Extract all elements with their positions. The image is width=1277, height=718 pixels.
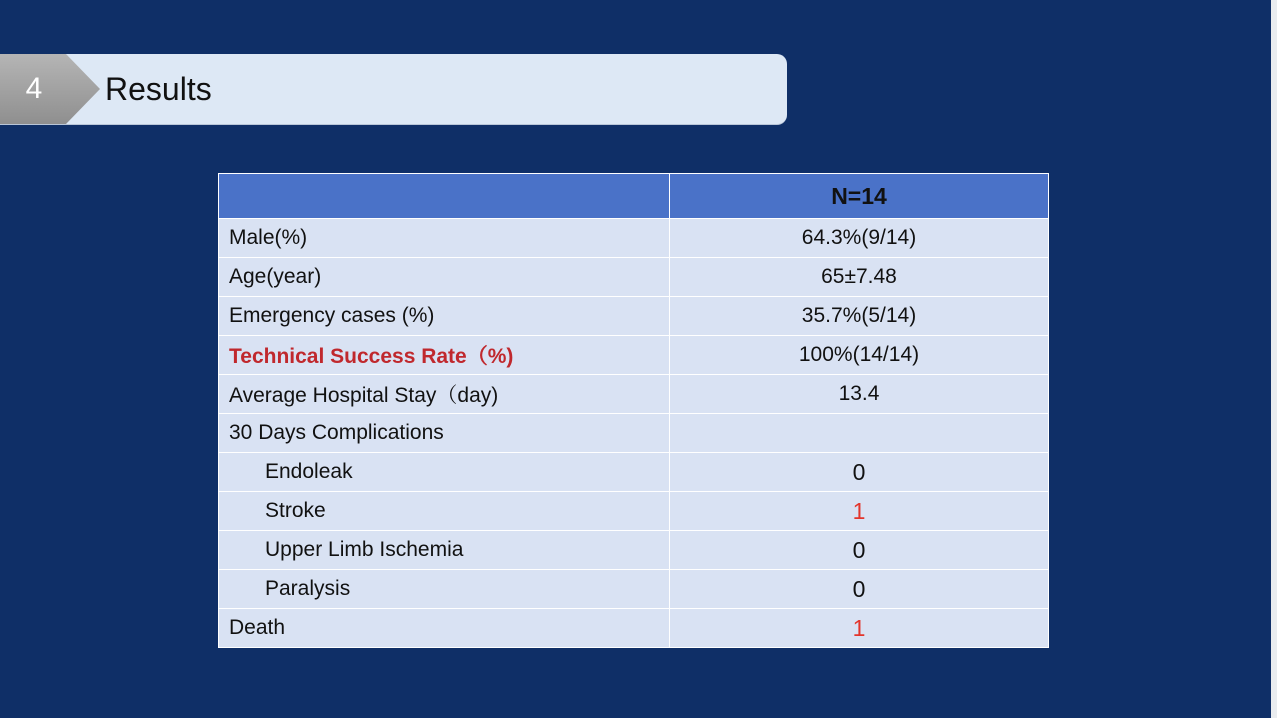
section-title: Results	[105, 71, 212, 107]
header-cell-n: N=14	[670, 174, 1049, 219]
row-value: 0	[670, 453, 1049, 492]
table-row	[219, 258, 1049, 297]
table-row	[219, 336, 1049, 375]
row-label: 30 Days Complications	[219, 414, 670, 453]
row-value	[670, 414, 1049, 453]
row-label: Age(year)	[219, 258, 670, 297]
header-cell-blank	[219, 174, 670, 219]
results-table	[218, 173, 1049, 648]
table-header-row	[219, 174, 1049, 219]
slide-edge	[1271, 0, 1277, 718]
row-value: 0	[670, 531, 1049, 570]
table-row	[219, 297, 1049, 336]
table-row	[219, 609, 1049, 648]
row-value: 64.3%(9/14)	[670, 219, 1049, 258]
row-label-sub: Stroke	[219, 492, 670, 531]
table-row	[219, 414, 1049, 453]
row-label: Male(%)	[219, 219, 670, 258]
row-value: 100%(14/14)	[670, 336, 1049, 375]
row-value: 65±7.48	[670, 258, 1049, 297]
row-label: Death	[219, 609, 670, 648]
table-row	[219, 570, 1049, 609]
row-value: 35.7%(5/14)	[670, 297, 1049, 336]
row-label-sub: Endoleak	[219, 453, 670, 492]
row-value: 13.4	[670, 375, 1049, 414]
row-value: 0	[670, 570, 1049, 609]
row-label-sub: Upper Limb Ischemia	[219, 531, 670, 570]
table-row	[219, 219, 1049, 258]
row-value-highlighted: 1	[670, 492, 1049, 531]
row-value-highlighted: 1	[670, 609, 1049, 648]
table-row	[219, 531, 1049, 570]
row-label: Emergency cases (%)	[219, 297, 670, 336]
row-label: Average Hospital Stay（day)	[219, 375, 670, 414]
table-row	[219, 453, 1049, 492]
row-label-sub: Paralysis	[219, 570, 670, 609]
row-label-highlighted: Technical Success Rate（%)	[219, 336, 670, 375]
table-row	[219, 375, 1049, 414]
table-row	[219, 492, 1049, 531]
section-number: 4	[25, 72, 43, 105]
